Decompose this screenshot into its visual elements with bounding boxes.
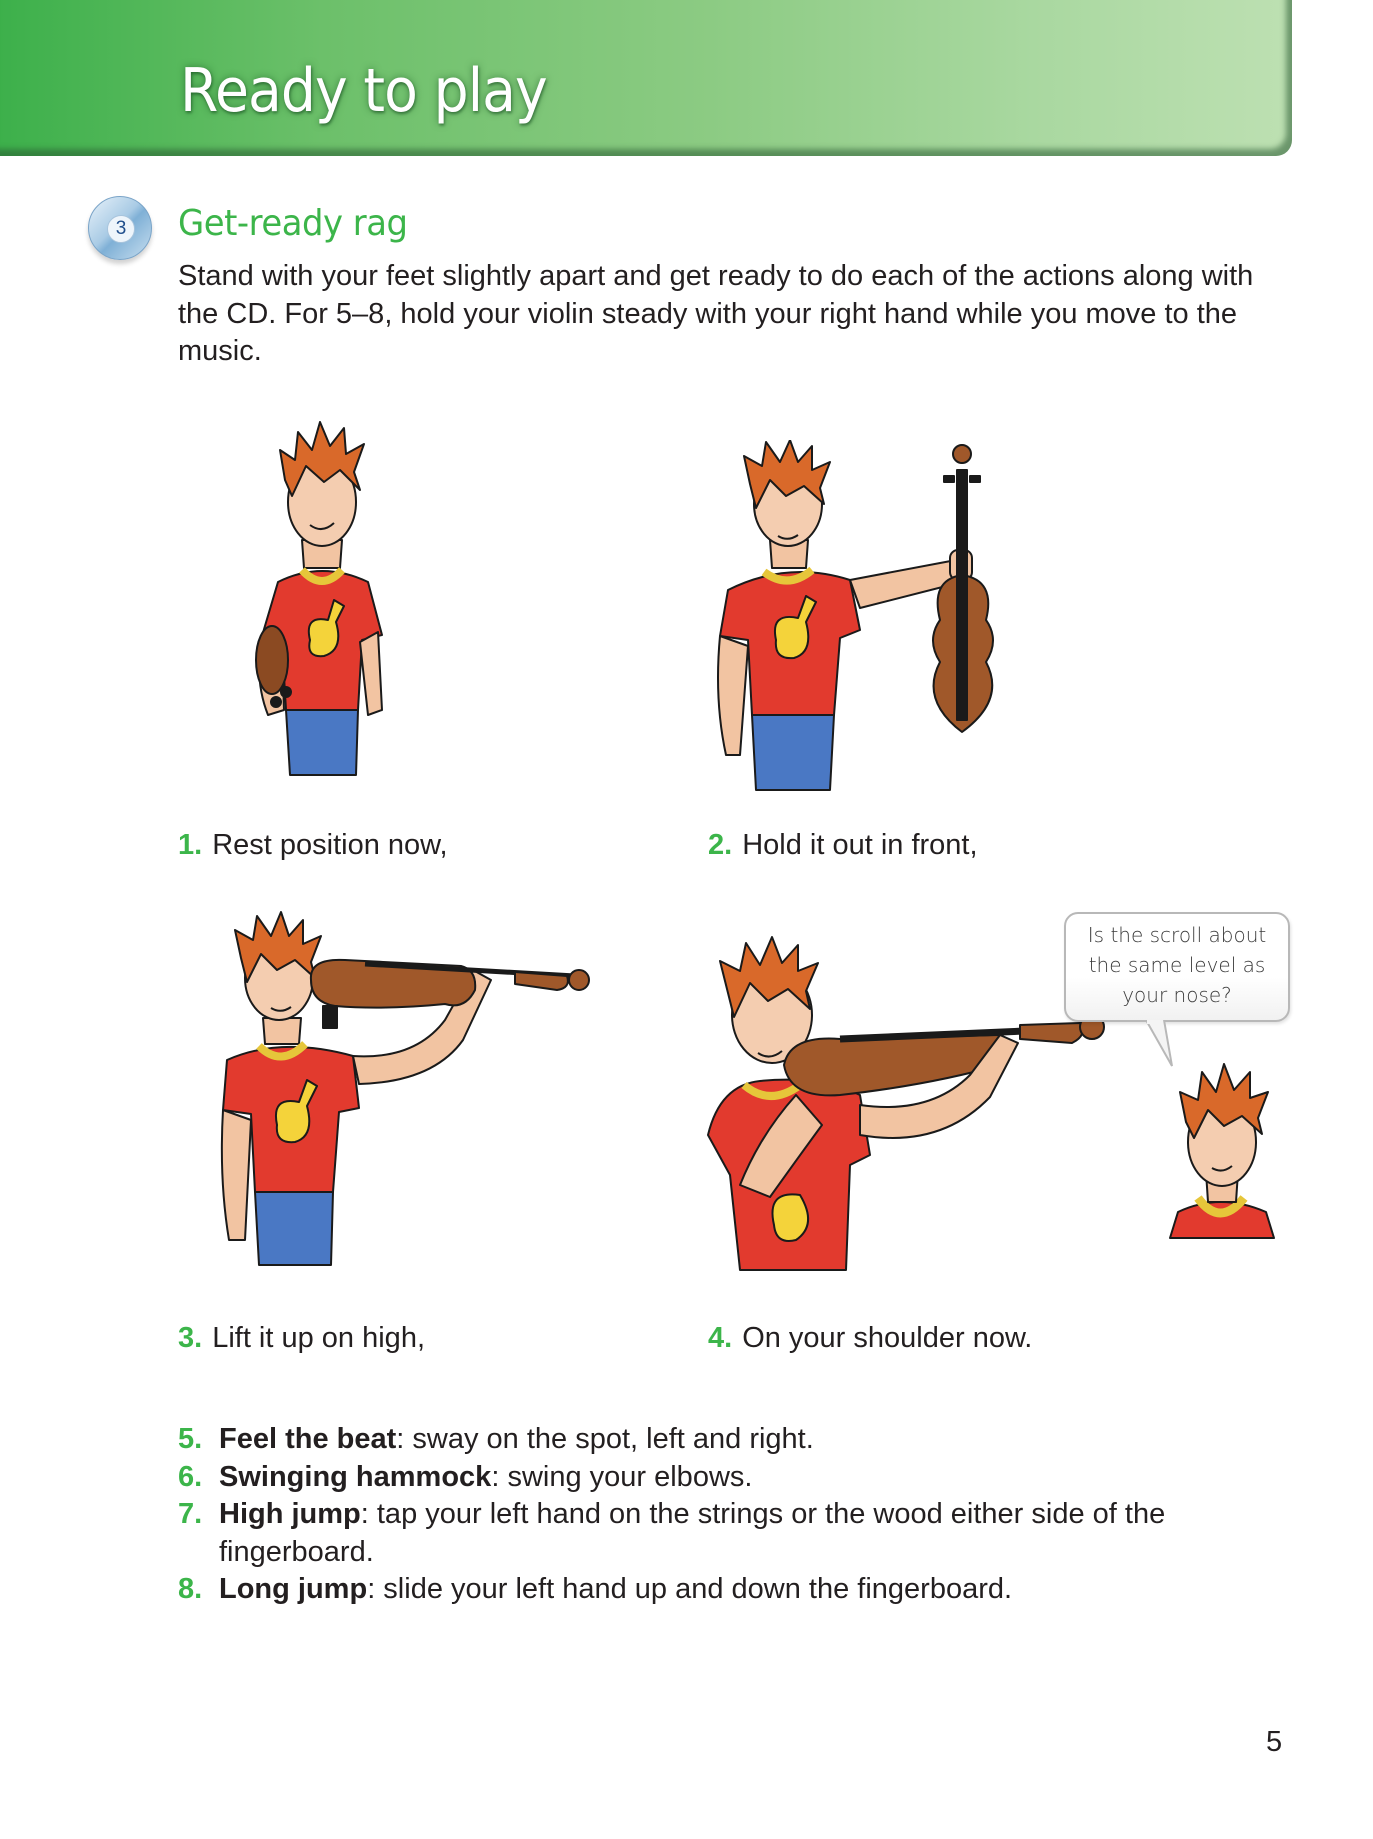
panel-caption-text: Hold it out in front, (742, 829, 978, 861)
panel-caption-text: Lift it up on high, (212, 1322, 426, 1354)
step-term: Long jump (219, 1573, 368, 1605)
speech-bubble-line: Is the scroll about (1087, 923, 1267, 947)
cd-track-number: 3 (115, 218, 127, 239)
step-text: : sway on the spot, left and right. (396, 1423, 814, 1455)
panel-caption-3 (178, 1320, 425, 1356)
speech-bubble-line: the same level as (1088, 953, 1266, 977)
panel-number: 3. (178, 1322, 203, 1354)
cd-track-badge (107, 215, 135, 243)
speech-bubble-text (1064, 920, 1290, 1010)
action-steps-list (178, 1421, 1288, 1609)
list-item (178, 1496, 1288, 1571)
step-text: : tap your left hand on the strings or the wood either side of the fingerboard. (219, 1498, 1166, 1568)
step-term: Swinging hammock (219, 1460, 492, 1493)
chapter-title: Ready to play (180, 56, 547, 126)
step-term: High jump (219, 1498, 361, 1530)
illustration-rest-position (240, 410, 420, 785)
step-term: Feel the beat (219, 1423, 397, 1455)
illustration-lift-up-high (215, 910, 600, 1270)
step-number: 7. (178, 1498, 203, 1530)
panel-number: 2. (708, 829, 733, 861)
step-number: 5. (178, 1423, 203, 1455)
list-item (178, 1459, 1288, 1497)
panel-caption-text: Rest position now, (212, 829, 448, 861)
list-item (178, 1571, 1288, 1609)
panel-caption-2 (708, 827, 978, 863)
speech-bubble-tail (1106, 1020, 1176, 1068)
panel-caption-1 (178, 827, 448, 863)
speech-bubble (1064, 912, 1290, 1022)
step-text: : swing your elbows. (491, 1460, 753, 1493)
panel-caption-4 (708, 1320, 1032, 1356)
speech-bubble-line: your nose? (1122, 983, 1232, 1007)
step-text: : slide your left hand up and down the fingerboard. (367, 1573, 1013, 1605)
page-number: 5 (1266, 1726, 1283, 1758)
illustration-on-shoulder (700, 935, 1125, 1290)
chapter-header-banner (0, 0, 1292, 156)
panel-caption-text: On your shoulder now. (742, 1322, 1033, 1354)
step-number: 8. (178, 1573, 203, 1605)
section-title: Get-ready rag (178, 203, 408, 244)
cd-icon (88, 196, 152, 260)
panel-number: 1. (178, 829, 203, 861)
list-item (178, 1421, 1288, 1459)
illustration-boy-head (1158, 1052, 1286, 1240)
panel-number: 4. (708, 1322, 733, 1354)
illustration-hold-out-front (700, 440, 1040, 805)
step-number: 6. (178, 1460, 203, 1493)
section-intro: Stand with your feet slightly apart and get ready to do each of the actions along with the CD. For 5–8, hold your violin steady with your right hand while you move to the music. (178, 260, 1254, 367)
